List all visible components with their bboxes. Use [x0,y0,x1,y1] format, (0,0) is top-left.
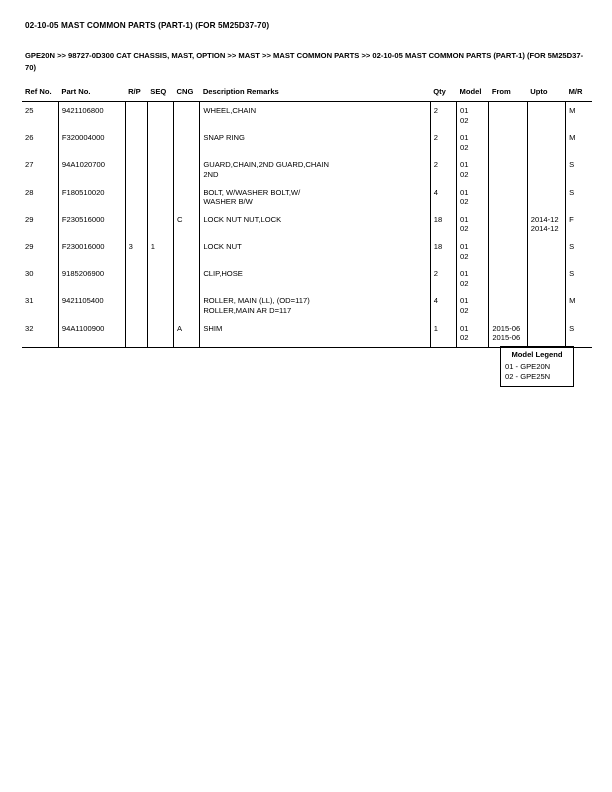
cell-rp [125,129,147,156]
cell-part-no: 94A1020700 [58,156,125,183]
cell-description: LOCK NUT [200,238,430,265]
cell-seq [147,265,173,292]
cell-cng [174,238,200,265]
cell-ref-no: 26 [22,129,58,156]
cell-mr: S [566,320,592,348]
cell-upto: 2014-12 2014-12 [527,211,565,238]
cell-model: 01 02 [457,129,489,156]
cell-description: GUARD,CHAIN,2ND GUARD,CHAIN 2ND [200,156,430,183]
cell-part-no: 9421106800 [58,102,125,130]
cell-upto [527,292,565,319]
column-header-cng: CNG [174,87,200,102]
model-legend-item: 01 - GPE20N [505,362,551,371]
cell-qty: 18 [430,238,456,265]
table-row[interactable] [22,238,592,265]
cell-model: 01 02 [457,184,489,211]
cell-from [489,265,527,292]
cell-cng: A [174,320,200,348]
cell-description: CLIP,HOSE [200,265,430,292]
cell-qty: 1 [430,320,456,348]
cell-mr: M [566,102,592,130]
cell-cng: C [174,211,200,238]
cell-ref-no: 32 [22,320,58,348]
cell-cng [174,156,200,183]
parts-table [22,87,592,348]
cell-qty: 2 [430,265,456,292]
cell-upto [527,102,565,130]
cell-qty: 4 [430,292,456,319]
cell-ref-no: 29 [22,238,58,265]
cell-description: WHEEL,CHAIN [200,102,430,130]
cell-ref-no: 28 [22,184,58,211]
cell-rp [125,184,147,211]
cell-cng [174,184,200,211]
cell-upto [527,320,565,348]
table-row[interactable] [22,102,592,130]
cell-seq [147,211,173,238]
breadcrumb: GPE20N >> 98727-0D300 CAT CHASSIS, MAST, OPTION >> MAST >> MAST COMMON PARTS >> 02-10-05 MAST COMMON PARTS (PART-1) (FOR 5M25D37-70) [25,51,584,72]
cell-from [489,102,527,130]
cell-mr: S [566,265,592,292]
cell-seq [147,156,173,183]
cell-from [489,292,527,319]
cell-part-no: 9421105400 [58,292,125,319]
cell-model: 01 02 [457,292,489,319]
cell-seq: 1 [147,238,173,265]
cell-upto [527,156,565,183]
cell-mr: M [566,129,592,156]
cell-part-no: F180510020 [58,184,125,211]
cell-part-no: 9185206900 [58,265,125,292]
cell-from [489,238,527,265]
column-header-part-no: Part No. [58,87,125,102]
cell-cng [174,265,200,292]
cell-qty: 18 [430,211,456,238]
cell-description: LOCK NUT NUT,LOCK [200,211,430,238]
cell-mr: S [566,156,592,183]
cell-mr: M [566,292,592,319]
cell-description: ROLLER, MAIN (LL), (OD=117) ROLLER,MAIN AR D=117 [200,292,430,319]
cell-from [489,211,527,238]
table-row[interactable] [22,129,592,156]
cell-ref-no: 30 [22,265,58,292]
column-header-upto: Upto [527,87,565,102]
cell-model: 01 02 [457,238,489,265]
cell-seq [147,102,173,130]
cell-from [489,156,527,183]
cell-qty: 2 [430,129,456,156]
cell-qty: 4 [430,184,456,211]
cell-model: 01 02 [457,320,489,348]
cell-rp [125,292,147,319]
model-legend-title: Model Legend [511,350,563,359]
cell-mr: S [566,184,592,211]
cell-description: BOLT, W/WASHER BOLT,W/ WASHER B/W [200,184,430,211]
cell-from [489,129,527,156]
cell-rp [125,156,147,183]
column-header-mr: M/R [566,87,592,102]
cell-from: 2015-06 2015-06 [489,320,527,348]
cell-description: SHIM [200,320,430,348]
cell-rp: 3 [125,238,147,265]
model-legend [500,346,574,387]
column-header-rp: R/P [125,87,147,102]
page-title: 02-10-05 MAST COMMON PARTS (PART-1) (FOR 5M25D37-70) [25,21,270,30]
cell-rp [125,102,147,130]
table-row[interactable] [22,156,592,183]
cell-cng [174,129,200,156]
table-row[interactable] [22,211,592,238]
cell-cng [174,292,200,319]
cell-seq [147,292,173,319]
cell-model: 01 02 [457,156,489,183]
column-header-description: Description Remarks [200,87,430,102]
table-row[interactable] [22,292,592,319]
cell-part-no: F230016000 [58,238,125,265]
cell-seq [147,320,173,348]
cell-upto [527,238,565,265]
cell-mr: F [566,211,592,238]
model-legend-item: 02 - GPE25N [505,372,551,381]
cell-part-no: F320004000 [58,129,125,156]
cell-qty: 2 [430,156,456,183]
cell-rp [125,320,147,348]
cell-seq [147,184,173,211]
cell-mr: S [566,238,592,265]
table-row[interactable] [22,265,592,292]
column-header-from: From [489,87,527,102]
cell-rp [125,265,147,292]
cell-ref-no: 31 [22,292,58,319]
cell-description: SNAP RING [200,129,430,156]
parts-table-body [22,102,592,348]
cell-qty: 2 [430,102,456,130]
cell-model: 01 02 [457,102,489,130]
cell-upto [527,129,565,156]
column-header-seq: SEQ [147,87,173,102]
cell-upto [527,184,565,211]
column-header-ref-no: Ref No. [22,87,58,102]
table-row[interactable] [22,320,592,348]
cell-part-no: 94A1100900 [58,320,125,348]
column-header-model: Model [457,87,489,102]
cell-upto [527,265,565,292]
cell-seq [147,129,173,156]
cell-ref-no: 29 [22,211,58,238]
cell-model: 01 02 [457,211,489,238]
cell-model: 01 02 [457,265,489,292]
table-row[interactable] [22,184,592,211]
cell-cng [174,102,200,130]
cell-rp [125,211,147,238]
cell-part-no: F230516000 [58,211,125,238]
cell-from [489,184,527,211]
cell-ref-no: 25 [22,102,58,130]
column-header-qty: Qty [430,87,456,102]
cell-ref-no: 27 [22,156,58,183]
